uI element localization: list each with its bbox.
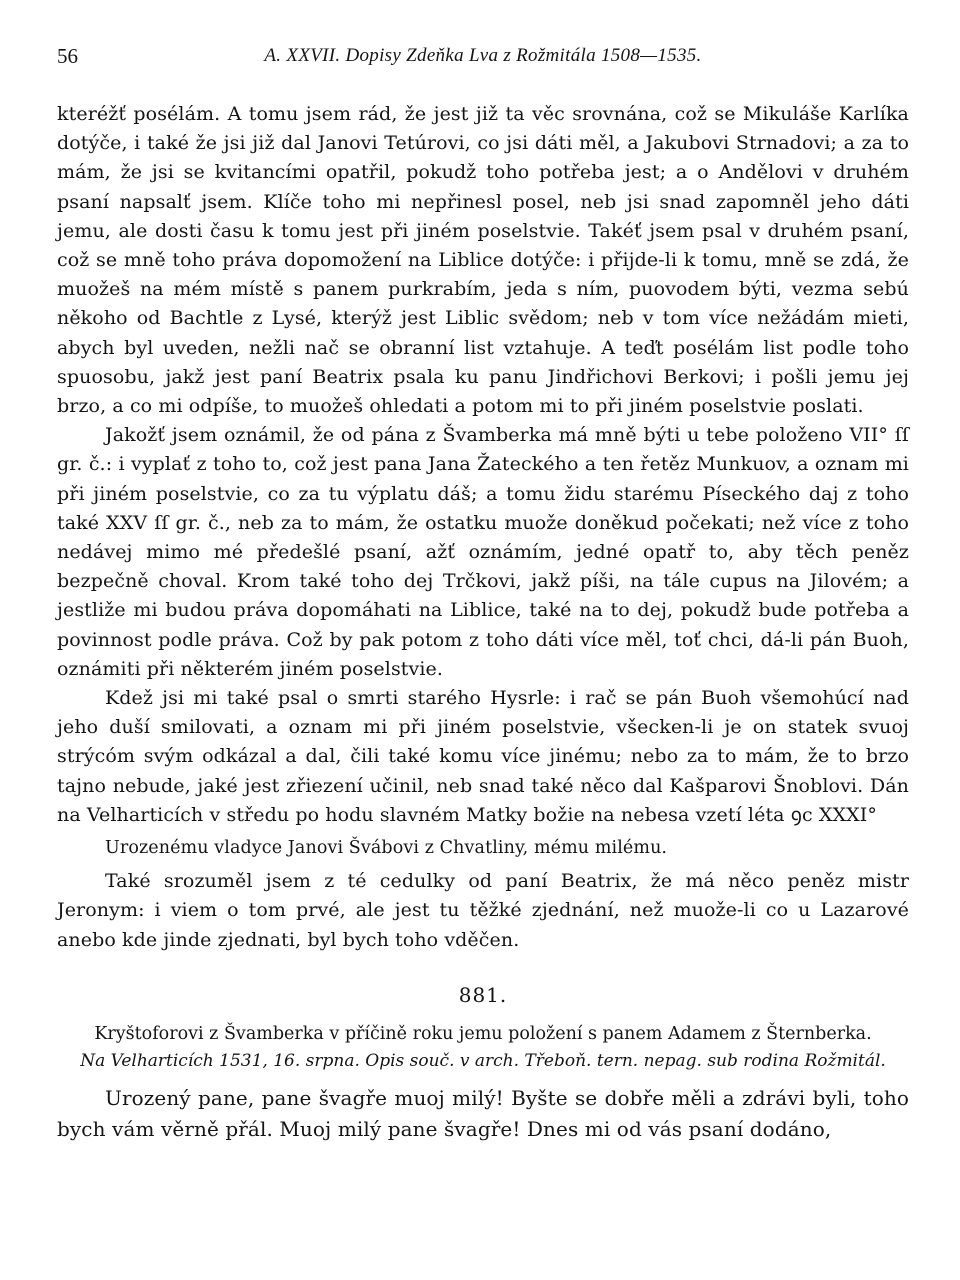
page-number: 56 (57, 44, 78, 68)
paragraph-continuation: kteréžť posélám. A tomu jsem rád, že jest již ta věc srovnána, což se Mikuláše Karlíka dotýče, i také že jsi již dal Janovi Tetúrovi, co jsi dáti měl, a Jakubovi Strnadovi; a za to mám, že jsi se kvitancími opatřil, pokudž toho potřeba jest; a o Andělovi v druhém psaní napsalť jsem. Klíče toho mi nepřinesl posel, neb jsi snad zapomněl jeho dáti jemu, ale dosti času k tomu jest při jiném poselstvie. Takéť jsem psal v druhém psaní, což se mně toho práva dopomožení na Liblice dotýče: i přijde-li k tomu, mně se zdá, že muožeš na mém místě s panem purkrabím, jeda s ním, puovodem býti, vezma sebú někoho od Bachtle z Lysé, kterýž jest Liblic svědom; neb v tom více nežádám mieti, abych byl uveden, nežli nač se obranní list vztahuje. A teďt posélám list podle toho spuosobu, jakž jest paní Beatrix psala ku panu Jindřichovi Berkovi; i pošli jemu jej brzo, a co mi odpíše, to muožeš ohledati a potom mi to při jiném poselstvie poslati. (57, 103, 909, 418)
running-title: A. XXVII. Dopisy Zdeňka Lva z Rožmitála 1508—1535. (264, 45, 702, 66)
document-source-note: Na Velharticích 1531, 16. srpna. Opis souč. v arch. Třeboň. tern. nepag. sub rodina Rožmitál. (80, 1050, 886, 1071)
document-page (57, 44, 909, 1145)
paragraph: Jakožť jsem oznámil, že od pána z Švamberka má mně býti u tebe položeno VII° ſſ gr. č.: i vyplať z toho to, což jest pana Jana Žateckého a ten řetěz Munkuov, a oznam mi při jiném poselstvie, co za tu výplatu dáš; a tomu židu starému Píseckého daj z toho také XXV ſſ gr. č., neb za to mám, že ostatku muože doněkud počekati; než více z toho nedávej mimo mé předešlé psaní, ažť oznámím, jedné opatř to, aby těch peněz bezpečně choval. Krom také toho dej Trčkovi, jakž píši, na tále cupus na Jilovém; a jestliže mi budou práva dopomáhati na Liblice, také na to dej, pokudž bude potřeba a povinnost podle práva. Což by pak potom z toho dáti více měl, toť chci, dá-li pán Buoh, oznámiti při některém jiném poselstvie. (57, 424, 909, 680)
running-header (57, 44, 909, 78)
letter-address: Urozenému vladyce Janovi Švábovi z Chvatliny, mému milému. (105, 838, 668, 859)
paragraph: Kdež jsi mi také psal o smrti starého Hysrle: i rač se pán Buoh všemohúcí nad jeho duší smilovati, a oznam mi při jiném poselstvie, všecken-li je on statek svuoj strýcóm svým odkázal a dal, čili také komu více jinému; nebo za to mám, že to brzo tajno nebude, jaké jest zřiezení učinil, neb snad také něco dal Kašparovi Šnoblovi. Dán na Velharticích v středu po hodu slavném Matky božie na nebesa vzetí léta ꝯc XXXI° (57, 687, 909, 826)
letter-opening: Urozený pane, pane švagře muoj milý! Byšte se dobře měli a zdrávi byli, toho bych vám věrně přál. Muoj milý pane švagře! Dnes mi od vás psaní dodáno, (57, 1085, 909, 1141)
letter-body (57, 100, 909, 955)
postscript: Také srozuměl jsem z té cedulky od paní Beatrix, že má něco peněz mistr Jeronym: i viem o tom prvé, ale jest tu těžké zjednání, než muože-li co u Lazarové anebo kde jinde zjednati, byl bych toho vděčen. (57, 870, 909, 951)
document-number: 881. (458, 982, 508, 1007)
document-title: Kryštoforovi z Švamberka v příčině roku jemu položení s panem Adamem z Šternberka. (94, 1023, 872, 1044)
